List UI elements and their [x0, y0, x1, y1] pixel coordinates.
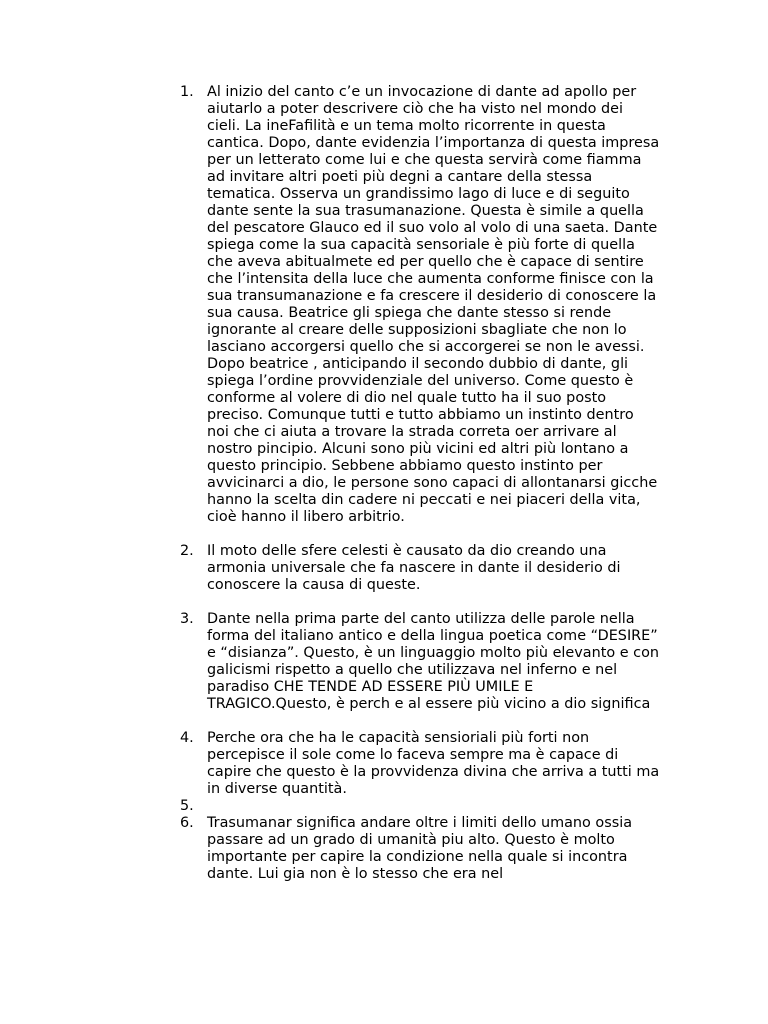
list-item — [180, 543, 660, 594]
list-item — [180, 815, 660, 883]
numbered-list — [180, 84, 660, 883]
list-item-number: 3. — [180, 611, 194, 627]
list-item-number: 1. — [180, 84, 194, 100]
list-item-text: Trasumanar significa andare oltre i limiti dello umano ossia passare ad un grado di umanità piu alto. Questo è molto importante per capire la condizione nella quale si incontra dante. Lui gia non è lo stesso che era nel — [207, 815, 633, 882]
list-item — [180, 730, 660, 798]
list-item — [180, 84, 660, 526]
list-item-number: 2. — [180, 543, 194, 559]
list-item-text: Al inizio del canto c’e un invocazione di dante ad apollo per aiutarlo a poter descrivere ciò che ha visto nel mondo dei cieli. La ineFafilità e un tema molto ricorrente in questa cantica. Dopo, dante evidenzia l’importanza di questa impresa per un letterato come lui e che questa servirà come fiamma ad invitare altri poeti più degni a cantare della stessa tematica. Osserva un grandissimo lago di luce e di seguito dante sente la sua trasumanazione. Questa è simile a quella del pescatore Glauco ed il suo volo al volo di una saeta. Dante spiega come la sua capacità sensoriale è più forte di quella che aveva abitualmete ed per quello che è capace di sentire che l’intensita della luce che aumenta conforme finisce con la sua transumanazione e fa crescere il desiderio di conoscere la sua causa. Beatrice gli spiega che dante stesso si rende ignorante al creare delle supposizioni sbagliate che non lo lasciano accorgersi quello che si accorgerei se non le avessi. Dopo beatrice , anticipando il secondo dubbio di dante, gli spiega l’ordine provvidenziale del universo. Come questo è conforme al volere di dio nel quale tutto ha il suo posto preciso. Comunque tutti e tutto abbiamo un instinto dentro noi che ci aiuta a trovare la strada correta oer arrivare al nostro pincipio. Alcuni sono più vicini ed altri più lontano a questo principio. Sebbene abbiamo questo instinto per avvicinarci a dio, le persone sono capaci di allontanarsi gicche hanno la scelta din cadere ni peccati e nei piaceri della vita, cioè hanno il libero arbitrio. — [207, 84, 660, 525]
list-item — [180, 611, 660, 713]
list-item-number: 5. — [180, 798, 194, 814]
list-item-text: Perche ora che ha le capacità sensioriali più forti non percepisce il sole come lo faceva sempre ma è capace di capire che questo è la provvidenza divina che arriva a tutti ma in diverse quantità. — [207, 730, 660, 797]
list-item-number: 4. — [180, 730, 194, 746]
list-item-text: Il moto delle sfere celesti è causato da dio creando una armonia universale che fa nascere in dante il desiderio di conoscere la causa di queste. — [207, 543, 621, 593]
list-item-text: Dante nella prima parte del canto utilizza delle parole nella forma del italiano antico e della lingua poetica come “DESIRE” e “disianza”. Questo, è un linguaggio molto più elevanto e con galicismi rispetto a quello che utilizzava nel inferno e nel paradiso CHE TENDE AD ESSERE PIÙ UMILE E TRAGICO.Questo, è perch e al essere più vicino a dio significa — [207, 611, 660, 712]
list-item-number: 6. — [180, 815, 194, 831]
list-item — [180, 798, 660, 815]
